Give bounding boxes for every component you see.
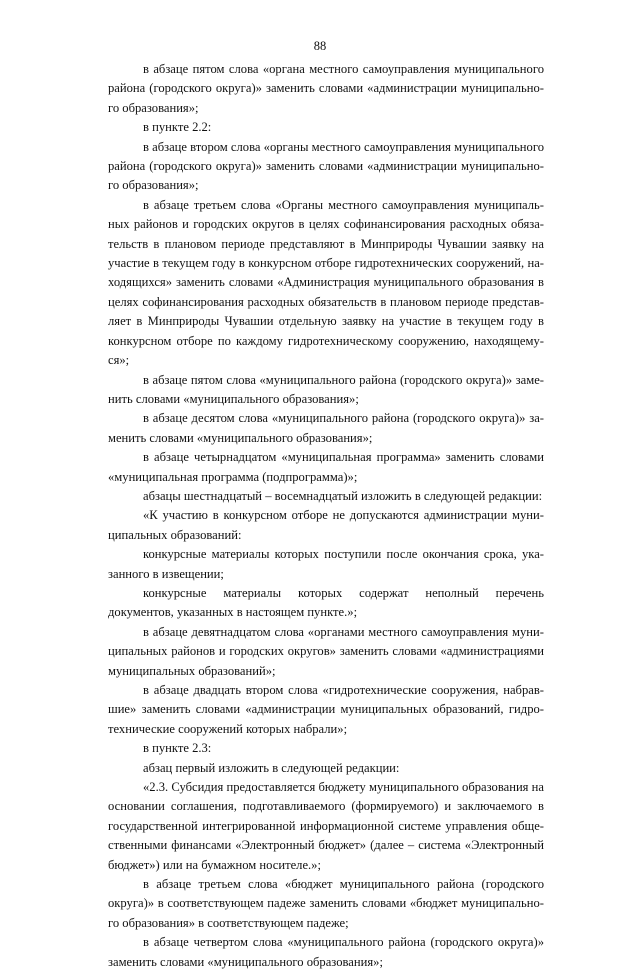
paragraph: в абзаце пятом слова «муниципального района (городского округа)» заменить словами «муниципального образования»; (108, 372, 544, 406)
page-number: 88 (313, 39, 327, 53)
paragraph: в абзаце четвертом слова «муниципального района (городского округа)» заменить словами «муниципального образования»; (108, 935, 544, 969)
paragraph: в абзаце двадцать втором слова «гидротехнические сооружения, набравшие» заменить словами «администрации муниципальных образований, гидротехнические сооружений которых набрали»; (108, 683, 544, 736)
body-text (108, 60, 544, 972)
paragraph: конкурсные материалы которых поступили после окончания срока, указанного в извещении; (108, 547, 544, 581)
paragraph: абзацы шестнадцатый – восемнадцатый изложить в следующей редакции: (143, 488, 543, 503)
paragraph: «2.3. Субсидия предоставляется бюджету муниципального образования на основании соглашения, подготавливаемого (формируемого) и заключаемого в государственной интегрированной информационной системе управления общественными финансами «Электронный бюджет» (далее – система «Электронный бюджет») или на бумажном носителе.»; (108, 780, 544, 872)
paragraph: конкурсные материалы которых содержат неполный перечень документов, указанных в настоящем пункте.»; (108, 585, 544, 620)
paragraph: в абзаце десятом слова «муниципального района (городского округа)» заменить словами «муниципального образования»; (108, 411, 544, 445)
paragraph: в пункте 2.3: (143, 741, 212, 756)
paragraph: в абзаце пятом слова «органа местного самоуправления муниципального района (городского округа)» заменить словами «администрации муниципального образования»; (108, 62, 544, 115)
paragraph: абзац первый изложить в следующей редакции: (143, 760, 400, 775)
paragraph: в пункте 2.2: (143, 120, 212, 135)
paragraph: в абзаце третьем слова «бюджет муниципального района (городского округа)» в соответствующем падеже заменить словами «бюджет муниципального образования» в соответствующем падеже; (108, 877, 544, 930)
paragraph: в абзаце девятнадцатом слова «органами местного самоуправления муниципальных районов и городских округов» заменить словами «администрациями муниципальных образований»; (108, 624, 544, 678)
paragraph: в абзаце четырнадцатом «муниципальная программа» заменить словами «муниципальная программа (подпрограмма)»; (108, 450, 544, 484)
paragraph: в абзаце втором слова «органы местного самоуправления муниципального района (городского округа)» заменить словами «администрации муниципального образования»; (108, 139, 544, 193)
paragraph: «К участию в конкурсном отборе не допускаются администрации муниципальных образований: (108, 508, 544, 542)
paragraph: в абзаце третьем слова «Органы местного самоуправления муниципальных районов и городских округов в целях софинансирования расходных обязательств в плановом периоде представляют в Минприроды Чувашии заявку на участие в текущем году в конкурсном отборе гидротехнических сооружений, находящихся» заменить словами «Администрация муниципального образования в целях софинансирования расходных обязательств в плановом периоде представляет в Минприроды Чувашии отдельную заявку на участие в текущем году в конкурсном отборе по каждому гидротехническому сооружению, находящемуся»; (108, 197, 544, 368)
